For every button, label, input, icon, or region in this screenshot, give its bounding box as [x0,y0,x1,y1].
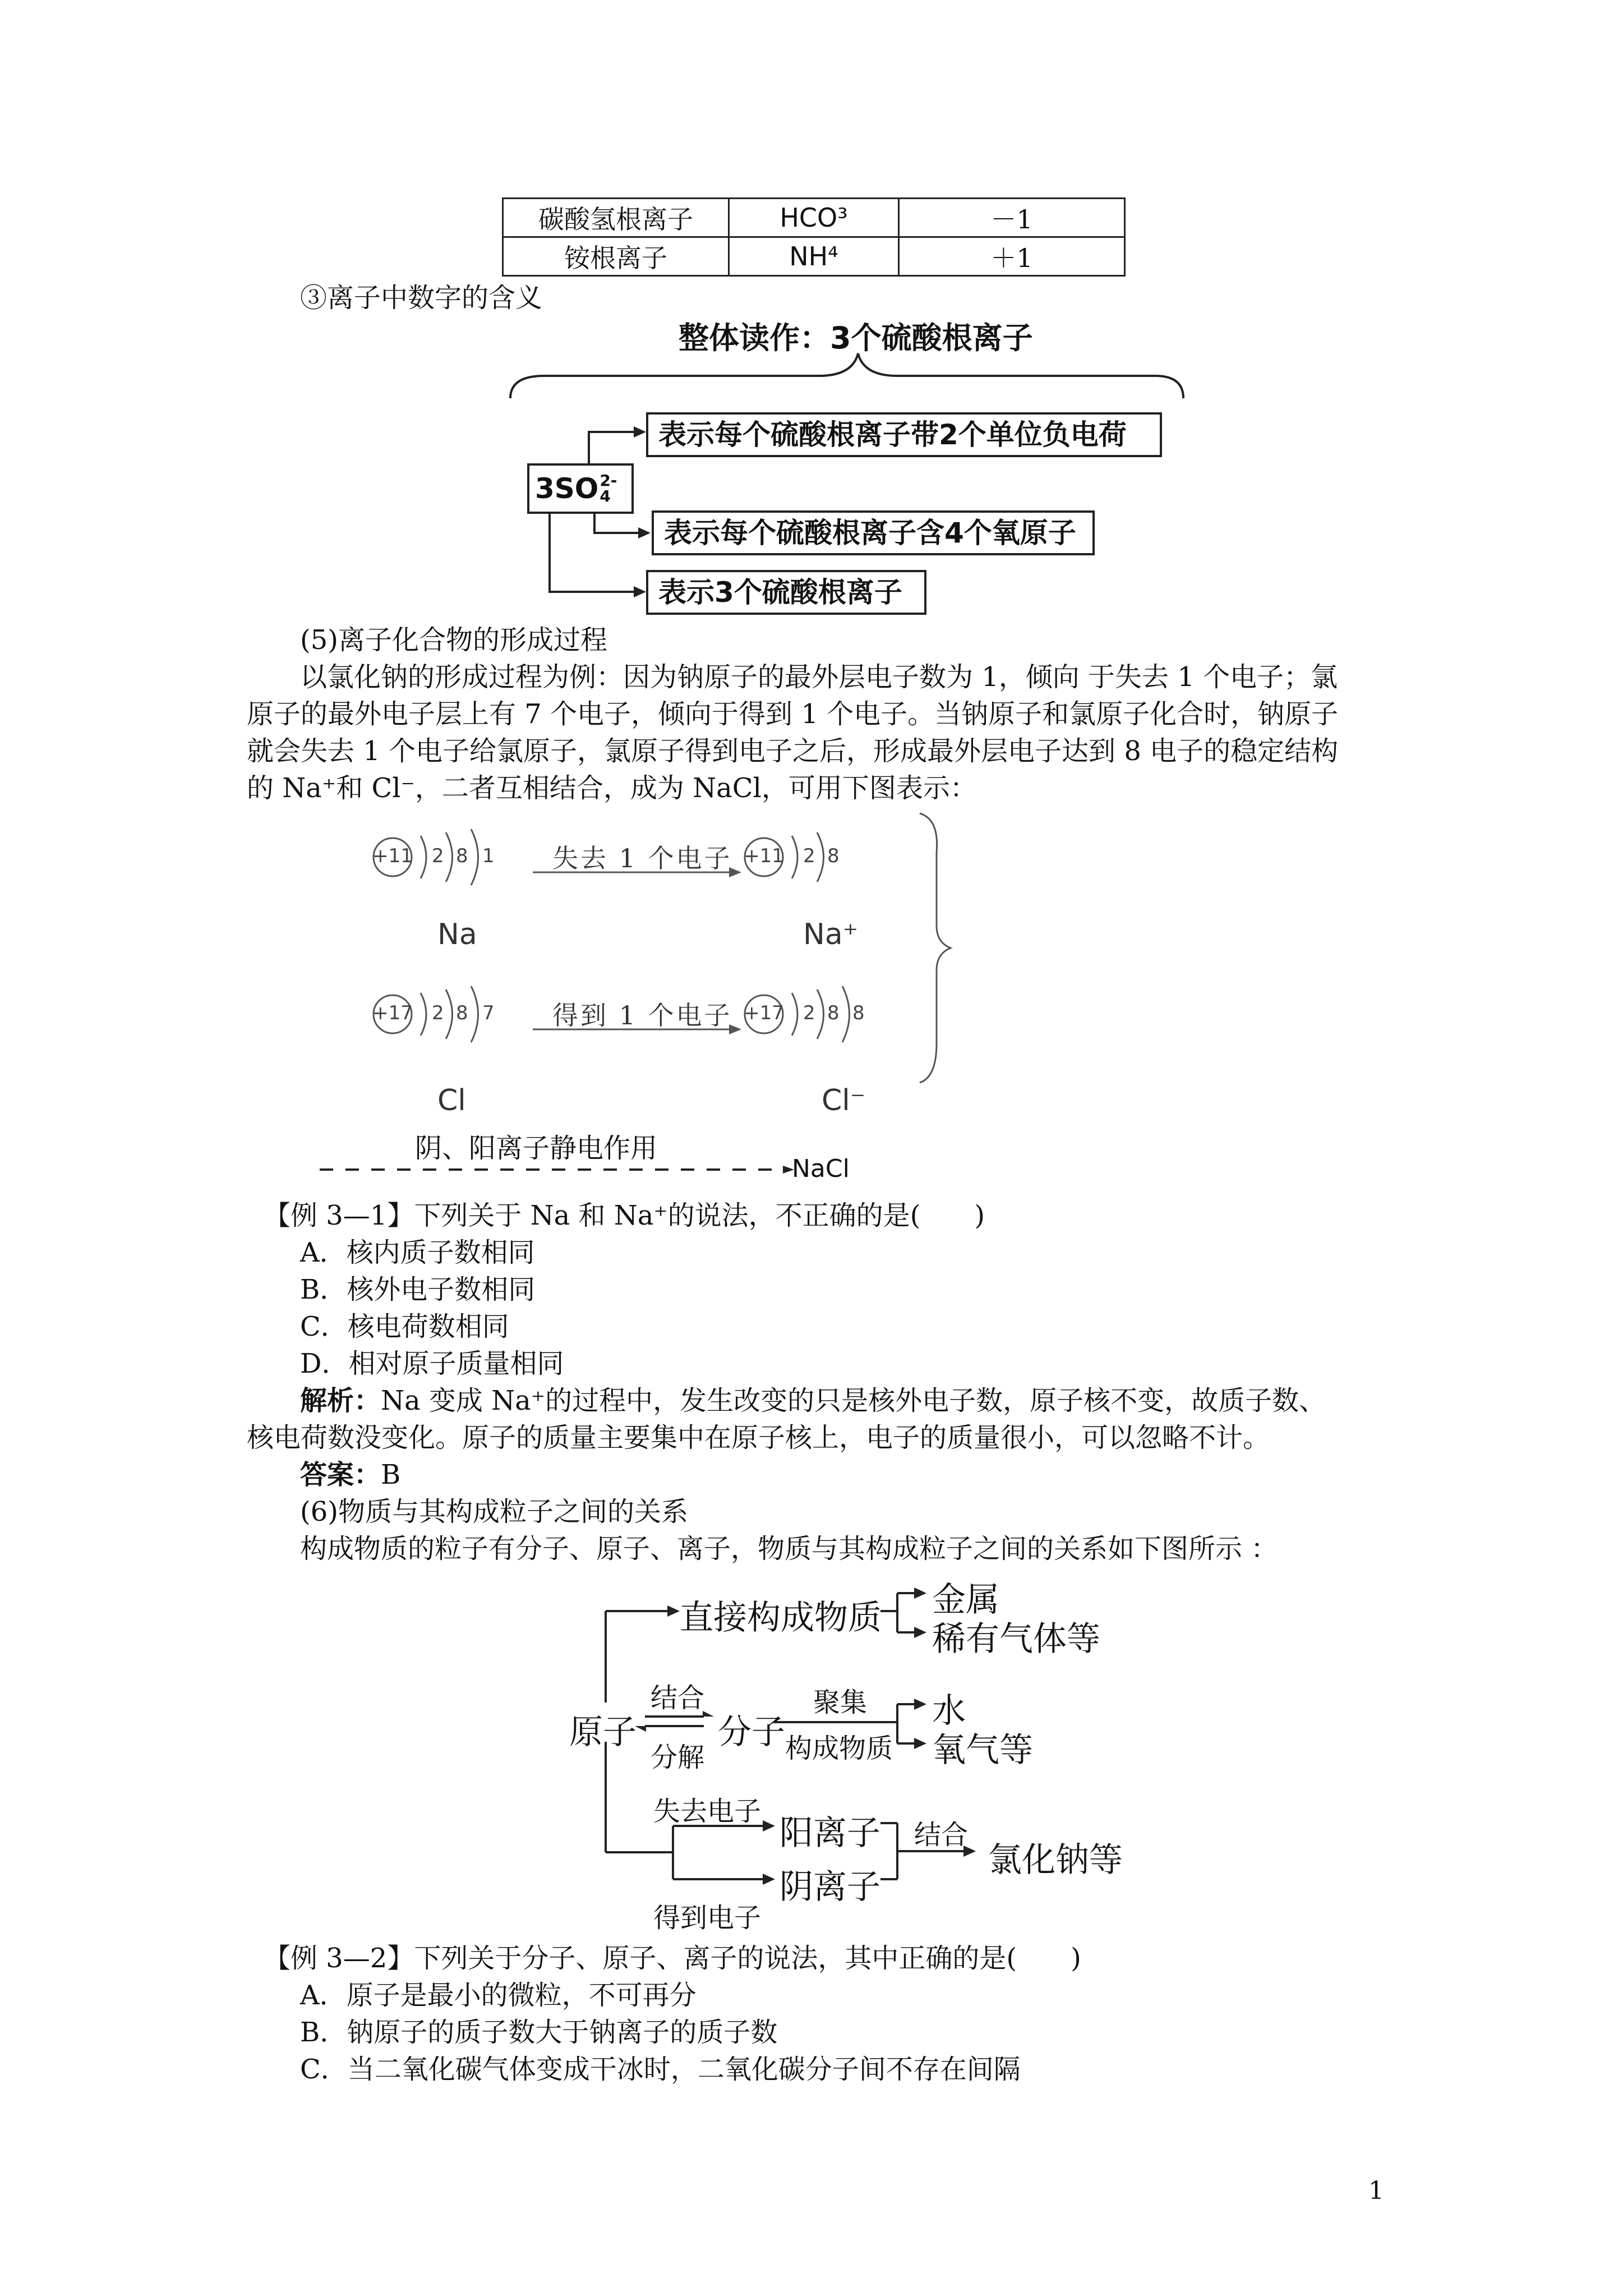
nacl-etc-label: 氯化钠等 [988,1841,1123,1880]
paragraph-line: 的 Na⁺和 Cl⁻，二者互相结合，成为 NaCl，可用下图表示： [247,772,977,804]
water-label: 水 [932,1691,966,1731]
section-heading: ③离子中数字的含义 [300,282,543,314]
formula-text: 3SO [535,472,599,505]
option-a: A．核内质子数相同 [300,1237,535,1268]
answer-value: B [381,1459,401,1490]
na-ion-nucleus: +11 [744,845,784,867]
cl-ion-shell-1: 2 [803,1002,815,1024]
direct-constitute-label: 直接构成物质 [680,1598,882,1637]
cl-ion-nucleus: +17 [744,1002,784,1024]
electrostatic-label: 阴、阳离子静电作用 [415,1133,658,1164]
noble-gas-label: 稀有气体等 [932,1619,1100,1659]
paragraph-line: 以氯化钠的形成过程为例：因为钠原子的最外层电子数为 1，倾向 于失去 1 个电子；氯 [300,661,1338,693]
decompose-label: 分解 [651,1742,705,1773]
cl-label: Cl [437,1084,466,1117]
option-c: C．当二氧化碳气体变成干冰时，二氧化碳分子间不存在间隔 [300,2054,1021,2085]
ion-name: 碳酸氢根离子 [503,199,729,237]
na-shell-3: 1 [482,845,495,867]
cl-shell-3: 7 [482,1002,495,1024]
cl-ion-label: Cl⁻ [822,1084,866,1117]
option-c: C．核电荷数相同 [300,1311,509,1342]
lose-electron-label: 失去 1 个电子 [552,843,732,873]
molecule-label: 分子 [718,1713,785,1752]
table-row [503,237,1125,276]
cl-shell-2: 8 [456,1002,468,1024]
meaning-box-count: 表示3个硫酸根离子 [646,570,926,615]
paragraph-line: 构成物质的粒子有分子、原子、离子，物质与其构成粒子之间的关系如下图所示 ： [300,1533,1278,1565]
example-question: 【例 3—1】下列关于 Na 和 Na⁺的说法，不正确的是( ) [264,1200,985,1231]
atom-label: 原子 [569,1713,637,1752]
na-ion-shell-1: 2 [803,845,815,867]
ion-charge: ＋1 [899,237,1125,276]
cl-nucleus: +17 [372,1002,413,1024]
cl-shell-1: 2 [432,1002,444,1024]
option-b: B．核外电子数相同 [300,1274,536,1305]
oxygen-label: 氧气等 [932,1731,1033,1770]
formula-sup: 2- [600,471,617,490]
section-heading: (6)物质与其构成粒子之间的关系 [300,1496,688,1527]
paragraph-line: 原子的最外电子层上有 7 个电子，倾向于得到 1 个电子。当钠原子和氯原子化合时，钠原子 [247,698,1339,730]
na-ion-shell-2: 8 [827,845,840,867]
constitute-label: 构成物质 [785,1733,893,1764]
na-label: Na [437,918,477,951]
answer-label: 答案： [300,1459,381,1490]
analysis-line: 核电荷数没变化。原子的质量主要集中在原子核上，电子的质量很小，可以忽略不计。 [247,1422,1270,1453]
option-d: D．相对原子质量相同 [300,1348,564,1379]
ion-table [502,197,1126,277]
combine-ions-label: 结合 [914,1819,969,1851]
answer-line [300,1456,400,1493]
option-a: A．原子是最小的微粒，不可再分 [300,1980,697,2011]
na-shell-1: 2 [432,845,444,867]
combine-label: 结合 [651,1682,705,1714]
meaning-box-oxygen: 表示每个硫酸根离子含4个氧原子 [652,510,1095,555]
gather-label: 聚集 [813,1687,868,1718]
anion-label: 阴离子 [780,1867,880,1907]
whole-reading: 整体读作：3个硫酸根离子 [679,320,1033,356]
metal-label: 金属 [932,1580,999,1619]
bond-arrow [314,1161,796,1178]
section-heading: (5)离子化合物的形成过程 [300,624,607,656]
analysis-text: Na 变成 Na⁺的过程中，发生改变的只是核外电子数，原子核不变，故质子数、 [381,1385,1326,1416]
sulfate-formula [527,463,634,514]
analysis-label: 解析： [300,1385,381,1416]
na-shell-2: 8 [456,845,468,867]
example-question: 【例 3—2】下列关于分子、原子、离子的说法，其中正确的是( ) [264,1943,1081,1974]
analysis-line [300,1382,1326,1419]
ion-name: 铵根离子 [503,237,729,276]
nacl-product: NaCl [792,1154,850,1183]
cation-label: 阳离子 [780,1814,880,1853]
page-number: 1 [1368,2177,1384,2205]
ion-charge: －1 [899,199,1125,237]
ion-formula: HCO³ [729,199,899,237]
paragraph-line: 就会失去 1 个电子给氯原子，氯原子得到电子之后，形成最外层电子达到 8 电子的稳定结构 [247,735,1339,767]
na-nucleus: +11 [372,845,413,867]
gain-electron-label: 得到 1 个电子 [552,1000,732,1030]
ion-formula: NH⁴ [729,237,899,276]
table-row [503,199,1125,237]
gain-electrons-label: 得到电子 [653,1902,762,1934]
cl-ion-shell-3: 8 [852,1002,865,1024]
cl-ion-shell-2: 8 [827,1002,840,1024]
lose-electrons-label: 失去电子 [653,1796,762,1827]
meaning-box-charge: 表示每个硫酸根离子带2个单位负电荷 [646,412,1162,457]
formula-sub: 4 [600,487,611,505]
option-b: B．钠原子的质子数大于钠离子的质子数 [300,2017,778,2048]
na-ion-label: Na⁺ [803,918,859,951]
